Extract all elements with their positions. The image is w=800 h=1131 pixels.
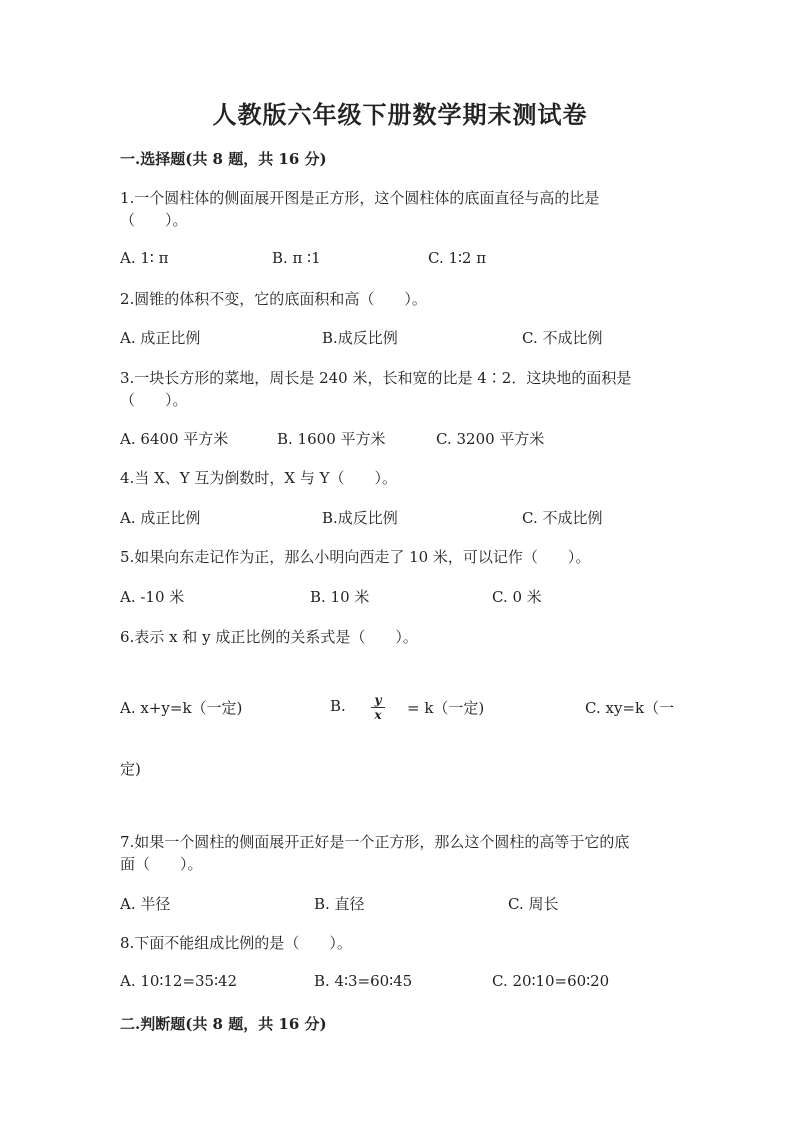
question-3 xyxy=(120,367,631,411)
question-3-text: 3.一块长方形的菜地，周长是 240 米，长和宽的比是 4∶2．这块地的面积是 xyxy=(120,369,632,387)
fraction-y-over-x xyxy=(371,694,385,721)
q3-option-c: C. 3200 平方米 xyxy=(436,430,545,448)
q2-option-b: B.成反比例 xyxy=(322,329,398,347)
q7-option-a: A. 半径 xyxy=(120,895,171,913)
q8-option-a: A. 10∶12=35∶42 xyxy=(120,972,238,990)
q4-option-a: A. 成正比例 xyxy=(120,509,201,527)
q5-option-a: A. -10 米 xyxy=(120,588,185,606)
question-5 xyxy=(120,546,590,568)
q8-option-b: B. 4∶3=60∶45 xyxy=(314,972,413,990)
q1-option-a: A. 1∶ π xyxy=(120,249,169,267)
q4-option-c: C. 不成比例 xyxy=(522,509,603,527)
question-4-text: 4.当 X、Y 互为倒数时，X 与 Y（ ）。 xyxy=(120,469,398,487)
q6-option-a: A. x+y=k（一定) xyxy=(120,699,243,717)
q4-option-b: B.成反比例 xyxy=(322,509,398,527)
q5-option-c: C. 0 米 xyxy=(492,588,542,606)
question-3-text-cont: （ ）。 xyxy=(120,391,188,409)
q1-option-c: C. 1∶2 π xyxy=(428,249,487,267)
q2-option-a: A. 成正比例 xyxy=(120,329,201,347)
page-title: 人教版六年级下册数学期末测试卷 xyxy=(212,100,588,129)
question-2 xyxy=(120,288,427,310)
question-8 xyxy=(120,932,352,954)
q6-option-b-rest: = k（一定) xyxy=(407,699,485,717)
q1-option-b: B. π ∶1 xyxy=(272,249,321,267)
question-6-text: 6.表示 x 和 y 成正比例的关系式是（ ）。 xyxy=(120,628,418,646)
q6-option-b: B. xyxy=(330,697,346,715)
question-2-text: 2.圆锥的体积不变，它的底面积和高（ ）。 xyxy=(120,290,427,308)
q6-option-c-cont: 定) xyxy=(120,760,141,778)
question-7-text-cont: 面（ ）。 xyxy=(120,855,203,873)
q5-option-b: B. 10 米 xyxy=(310,588,370,606)
question-7 xyxy=(120,831,629,875)
fraction-numerator: y xyxy=(374,693,382,707)
q2-option-c: C. 不成比例 xyxy=(522,329,603,347)
q8-option-c: C. 20∶10=60∶20 xyxy=(492,972,610,990)
question-6 xyxy=(120,626,418,648)
q7-option-c: C. 周长 xyxy=(508,895,559,913)
q6-option-c: C. xy=k（一 xyxy=(585,699,675,717)
q3-option-b: B. 1600 平方米 xyxy=(277,430,386,448)
question-1-text-cont: （ ）。 xyxy=(120,211,188,229)
question-1 xyxy=(120,187,599,231)
q3-option-a: A. 6400 平方米 xyxy=(120,430,229,448)
q7-option-b: B. 直径 xyxy=(314,895,365,913)
question-8-text: 8.下面不能组成比例的是（ ）。 xyxy=(120,934,352,952)
fraction-denominator: x xyxy=(374,708,382,722)
question-4 xyxy=(120,467,397,489)
question-1-text: 1.一个圆柱体的侧面展开图是正方形，这个圆柱体的底面直径与高的比是 xyxy=(120,189,600,207)
section-heading-judgement: 二.判断题(共 8 题，共 16 分) xyxy=(120,1015,327,1033)
question-7-text: 7.如果一个圆柱的侧面展开正好是一个正方形，那么这个圆柱的高等于它的底 xyxy=(120,833,630,851)
question-5-text: 5.如果向东走记作为正，那么小明向西走了 10 米，可以记作（ ）。 xyxy=(120,548,591,566)
section-heading-choice: 一.选择题(共 8 题，共 16 分) xyxy=(120,150,327,168)
